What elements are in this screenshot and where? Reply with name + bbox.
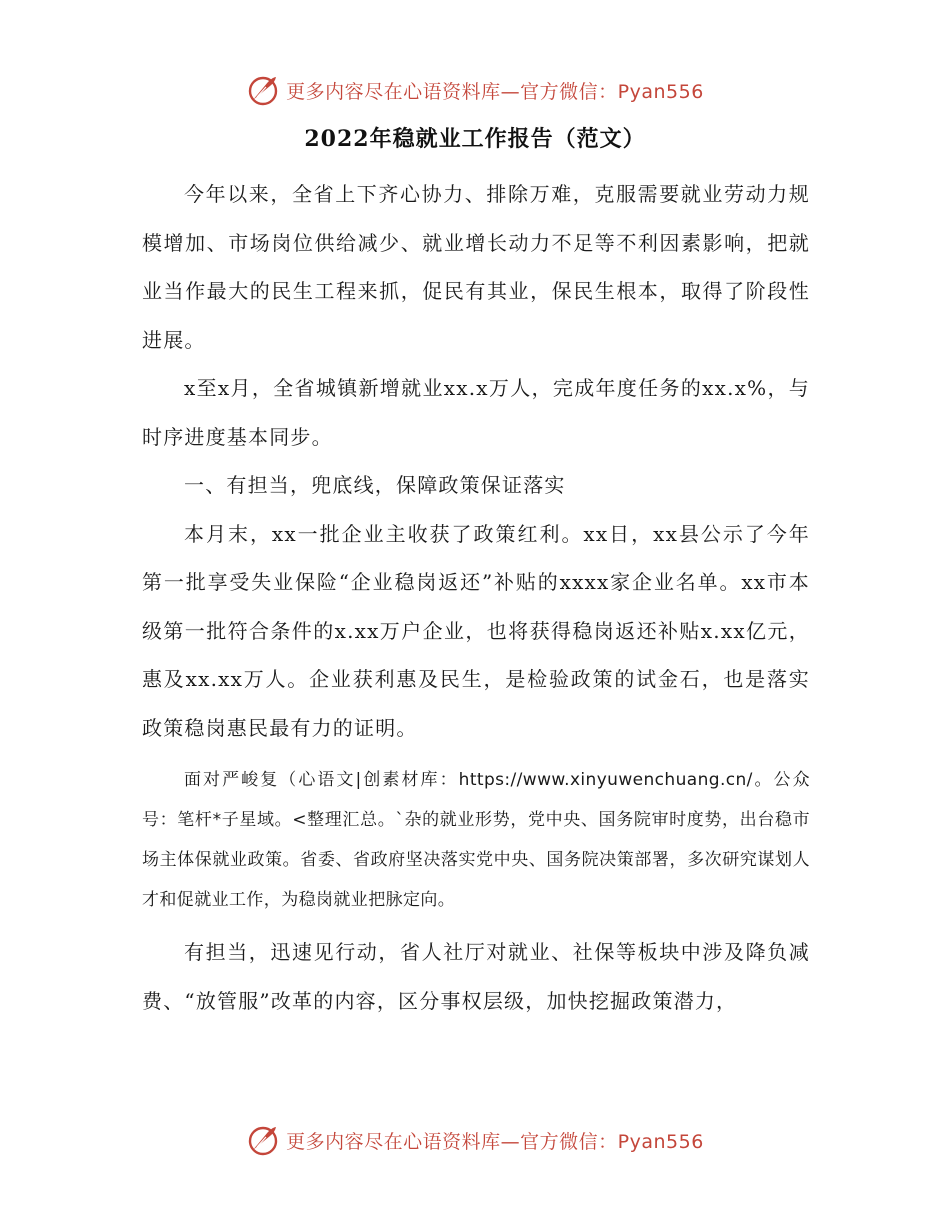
paragraph-policy-dividend: 本月末，xx一批企业主收获了政策红利。xx日，xx县公示了今年第一批享受失业保险“企业稳岗返还”补贴的xxxx家企业名单。xx市本级第一批符合条件的x.xx万户企业，也将获得稳岗返还补贴x.xx亿元，惠及xx.xx万人。企业获利惠及民生，是检验政策的试金石，也是落实政策稳岗惠民最有力的证明。	[142, 521, 810, 740]
paragraph-intro: 今年以来，全省上下齐心协力、排除万难，克服需要就业劳动力规模增加、市场岗位供给减少、就业增长动力不足等不利因素影响，把就业当作最大的民生工程来抓，促民有其业，保民生根本，取得了阶段性进展。	[142, 182, 810, 352]
quill-pen-logo-icon	[246, 1123, 280, 1157]
header-banner-text: 更多内容尽在心语资料库—官方微信：Pyan556	[286, 80, 704, 103]
paragraph-stats: x至x月，全省城镇新增就业xx.x万人，完成年度任务的xx.x%，与时序进度基本同步。	[142, 376, 810, 449]
footer-banner	[0, 1120, 950, 1160]
document-body	[142, 170, 810, 1025]
document-title: 2022年稳就业工作报告（范文）	[304, 126, 646, 152]
paragraph-action: 有担当，迅速见行动，省人社厅对就业、社保等板块中涉及降负减费、“放管服”改革的内容，区分事权层级，加快挖掘政策潜力，	[142, 940, 810, 1013]
quill-pen-logo-icon	[246, 73, 280, 107]
section-heading-1: 一、有担当，兜底线，保障政策保证落实	[184, 473, 566, 497]
header-banner	[0, 70, 950, 110]
paragraph-severe-situation: 面对严峻复（心语文|创素材库：https://www.xinyuwenchuang.cn/。公众号：笔杆*子星域。<整理汇总。`杂的就业形势，党中央、国务院审时度势，出台稳市场主体保就业政策。省委、省政府坚决落实党中央、国务院决策部署，多次研究谋划人才和促就业工作，为稳岗就业把脉定向。	[142, 770, 810, 910]
footer-banner-text: 更多内容尽在心语资料库—官方微信：Pyan556	[286, 1130, 704, 1153]
